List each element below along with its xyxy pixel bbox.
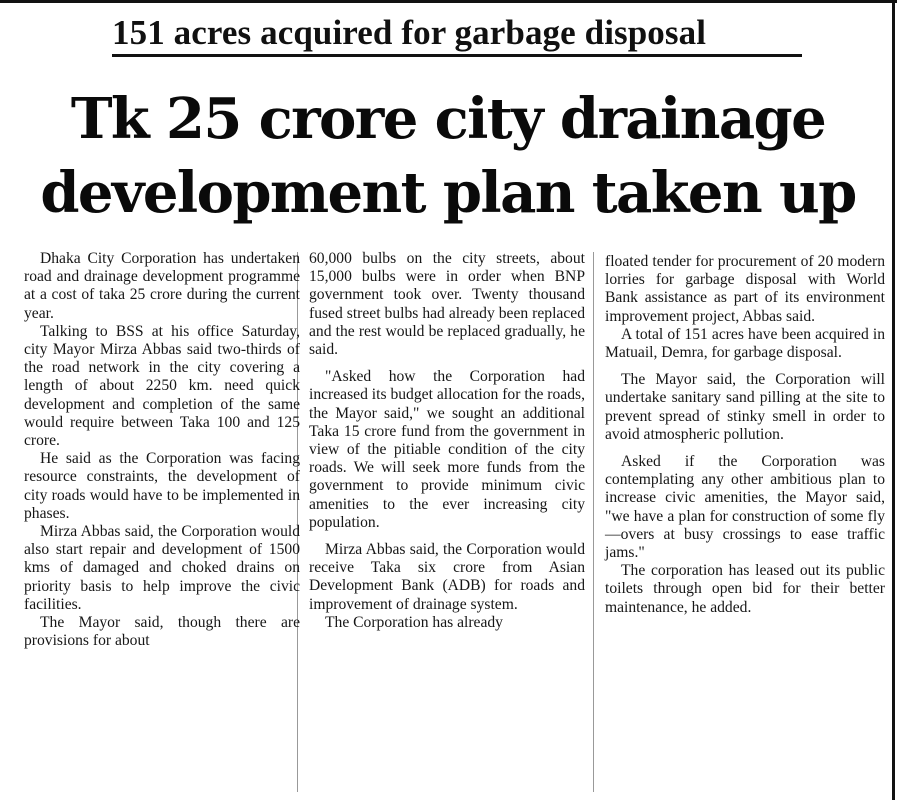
top-border-rule [0, 0, 897, 3]
article-column-3 [605, 253, 885, 617]
headline-line-1: Tk 25 crore city drainage [70, 86, 826, 152]
kicker-block [112, 14, 812, 57]
paragraph: Mirza Abbas said, the Corporation would also start repair and development of 1500 kms of damaged and choked drains on priority basis to help improve the civic facilities. [24, 523, 300, 613]
paragraph: The Corporation has already [325, 613, 503, 631]
paragraph: Talking to BSS at his office Saturday, city Mayor Mirza Abbas said two-thirds of the road network in the city covering a length of about 2250 km. need quick development and completion of the same would require between Taka 100 and 125 crore. [24, 322, 300, 450]
article-column-2 [309, 250, 585, 632]
main-headline [14, 82, 882, 230]
paragraph: "Asked how the Corporation had increased its budget allocation for the roads, the Mayor said," we sought an additional Taka 15 crore fund from the government in view of the pitiable condition of the city roads. We will seek more funds from the government to provide minimum civic amenities to the ever increasing city population. [309, 368, 585, 531]
paragraph: The Mayor said, the Corporation will undertake sanitary sand pilling at the site to prevent spread of stinky smell in order to avoid atmospheric pollution. [605, 371, 885, 443]
headline-line-2: development plan taken up [40, 160, 856, 226]
paragraph: 60,000 bulbs on the city streets, about 15,000 bulbs were in order when BNP government took over. Twenty thousand fused street bulbs had already been replaced and the rest would be replaced gradually, he said. [309, 250, 585, 359]
paragraph: Dhaka City Corporation has undertaken road and drainage development programme at a cost of taka 25 crore during the current year. [24, 250, 300, 322]
paragraph: The corporation has leased out its public toilets through open bid for their better maintenance, he added. [605, 562, 885, 616]
kicker-underline [112, 54, 802, 57]
paragraph: Mirza Abbas said, the Corporation would receive Taka six crore from Asian Development Bank (ADB) for roads and improvement of drainage system. [309, 541, 585, 613]
paragraph: Asked if the Corporation was contemplating any other ambitious plan to increase civic amenities, the Mayor said, "we have a plan for construction of some fly—overs at busy crossings to ease traffic jams." [605, 453, 885, 562]
kicker-headline: 151 acres acquired for garbage disposal [112, 13, 707, 52]
paragraph: floated tender for procurement of 20 modern lorries for garbage disposal with World Bank assistance as part of its environment improvement project, Abbas said. [605, 253, 885, 325]
right-border-rule [892, 0, 895, 800]
column-divider [593, 252, 594, 792]
article-column-1 [24, 250, 300, 650]
paragraph: A total of 151 acres have been acquired in Matuail, Demra, for garbage disposal. [605, 325, 885, 362]
paragraph: The Mayor said, though there are provisions for about [24, 614, 300, 650]
paragraph: He said as the Corporation was facing resource constraints, the development of city roads would have to be implemented in phases. [24, 450, 300, 522]
